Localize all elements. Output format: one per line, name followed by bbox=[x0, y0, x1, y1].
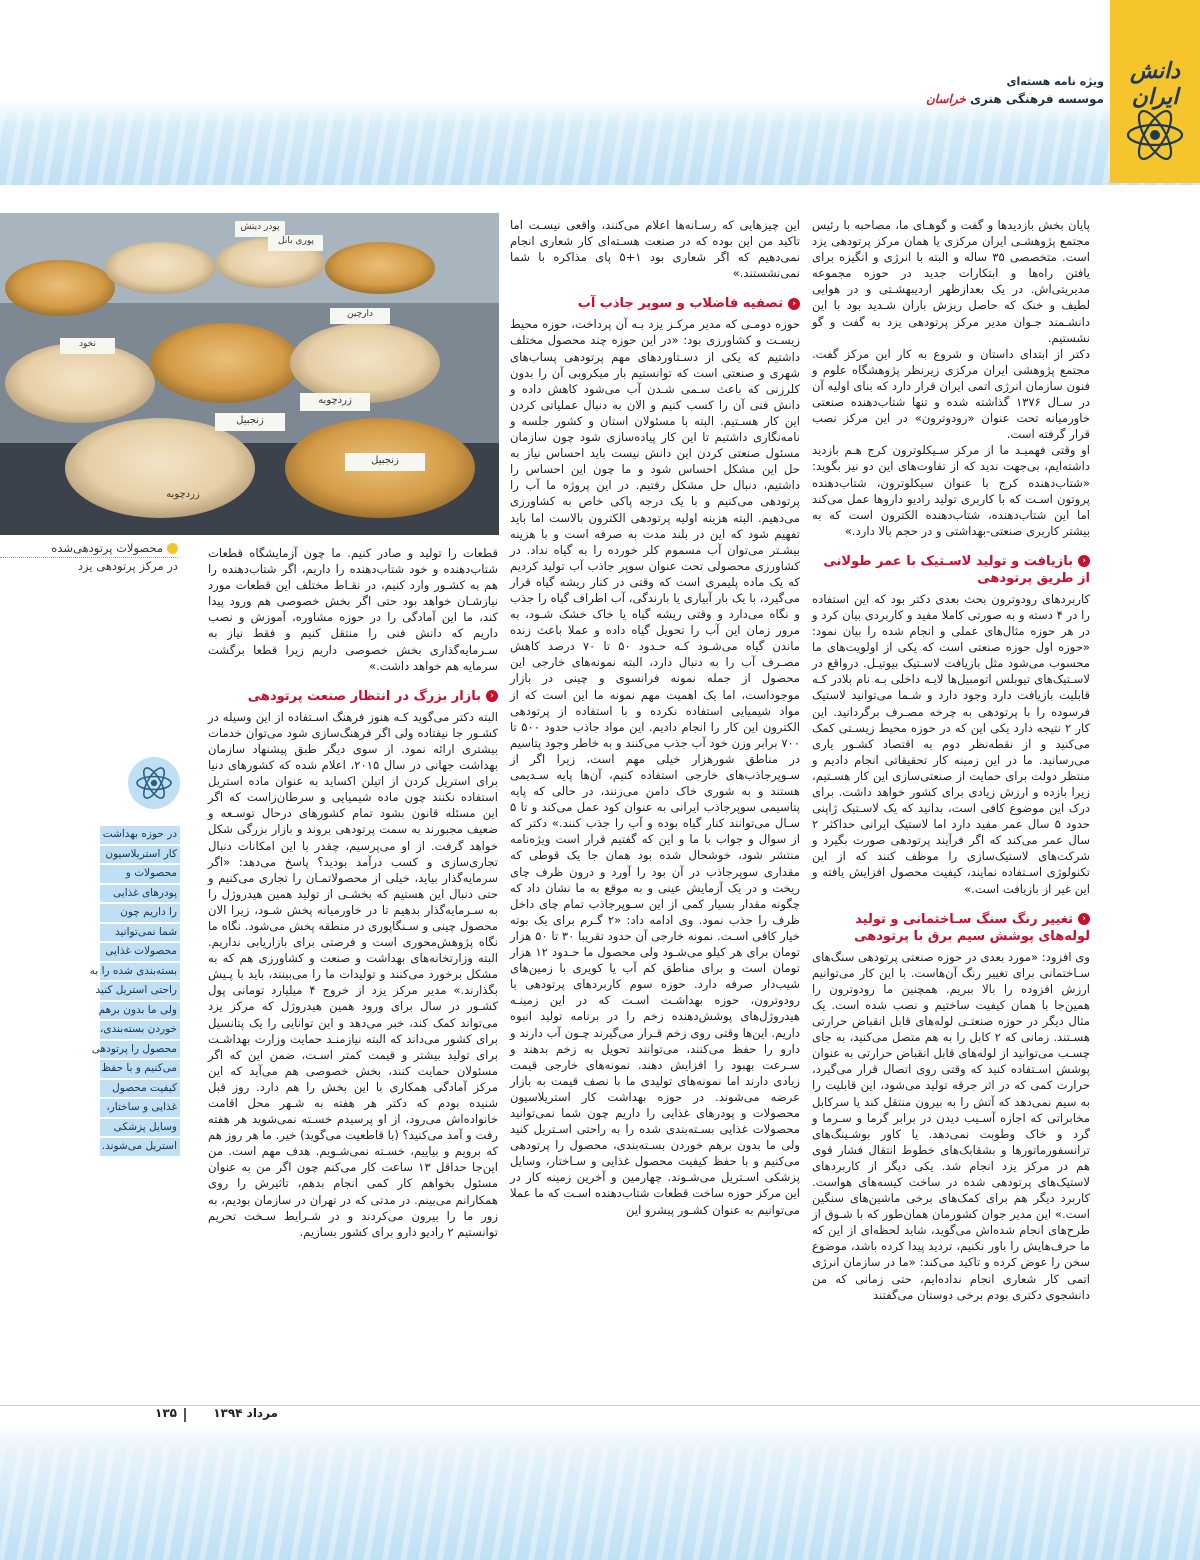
chevron-icon: ‹ bbox=[1078, 555, 1090, 567]
col3-paragraph-2: البته دکتر می‌گوید کـه هنوز فرهنگ اسـتفاده از این وسیله در کشـور جا نیفتاده ولی اگر فرهنگ‌سازی شود می‌توان خدمات بیشتری ارائه نمود. از سوی دیگر طبق پیشنهاد سازمان بهداشت جهانی در سال ۲۰۱۵، اعلام شده که کشورهای دنیا برای استریل کردن از اتیلن اکساید به عنوان ماده استریل استفاده نکنند چون ماده شیمیایی و سرطان‌زاست که اگر این مسئله قانون بشود تمام کشورهای درحال توسـعه و ضعیف مجبورند به سمت پرتودهی بروند و بازار بزرگی شکل خواهد گرفت. از او می‌پرسیم، چقدر با این امکانات دنبال تجاری‌سازی و کسب درآمد بودید؟ پاسخ می‌دهد: «اگر سرمایه‌گذار بیاید، خیلی از محصولاتمـان را تجاری می‌کنیم و حتی دنبال این هستیم که بخشـی از تولید همین هیدروژل را به سـرمایه‌گذار بدهیم تا در خاورمیانه پخش شـود، زیرا الان محصول چینی و سـنگاپوری در منطقه پخش می‌شود. نگاه ما نگاه پژوهش‌محوری است و فرصتی برای بازاریابی نداریم. البته وزارتخانه‌های بهداشت و صنعت و کشاورزی هم که به مشکل برخورد می‌کنند و تولیدات ما را می‌بینند، باید با پـیش بگذارند.» مدیر مرکز یزد از خروج ۴ میلیارد تومانی پول کشـور در سال برای ورود همین هیدروژل که مرکز یزد می‌تواند کمک کند، خبر می‌دهد و این توانایی را یک پتانسیل برای کشور می‌داند که البته نیازمنـد حمایت وزارت بهداشـت برای تولید بیشتر و قیمت کمتر اسـت، ضمن این که اگر مسئولان حمایت کنند، بخش خصوصی هم می‌آید که این مرکز آمادگی همکاری با این بخش را هم دارد. روز قبل شنیده بودم که دکتر هر هفته به شـهر محل اقامت خانواده‌اش می‌رود، از او پرسیدم خسـته نمی‌شوید هر هفته رفت و آمد می‌کنید؟ (با قاطعیت می‌گوید) خیر. ما هر روز هم که برویم و بیاییم، خسـته نمی‌شـویم. هدف مهم است. من این‌جا حداقل ۱۳ ساعت کار می‌کنم چون اگر من به عنوان مسئول بخواهم کار کمی انجام بدهم، تاثیرش را روی همکارانم می‌بینم. در مدتی که در تهران در سازمان بودیم، به زور ما را بیرون می‌کردند و در شـرایط سـخت تحریم توانستیم ۲ رادیو دارو برای کشور بسازیم. bbox=[208, 709, 499, 1239]
top-band-pattern bbox=[0, 110, 1200, 185]
photo-illustration bbox=[0, 213, 499, 535]
col2-paragraph-1: این چیزهایی که رسـانه‌ها اعلام می‌کنند، واقعی نیسـت اما تاکید من این بوده که در صنعت هسـته‌ای کار شعاری انجام نمی‌دهیم که اگر شعاری بود ۱+۵ پای مذاکره با شما نمی‌نشستند.» bbox=[510, 218, 800, 281]
caption-marker-icon bbox=[167, 543, 178, 554]
col1-heading-1 bbox=[812, 553, 1090, 587]
photo-label: دارچین bbox=[347, 309, 373, 319]
pull-quote-line: کار استریلاسیون bbox=[100, 846, 180, 864]
col3-paragraph-1: قطعات را تولید و صادر کنیم. ما چون آزمایشگاه قطعات شتاب‌دهنده و خود شتاب‌دهنده را داریم، اگر شتاب‌دهنده را هم به کشـور وارد کنیم، در نقـاط مختلف این قطعات مورد نیازشـان خواهد بود حتی اگر بخش خصوصی هم ورود پیدا کند، ما این آمادگی را در حوزه مشاوره، آموزش و نصب داریم که دانش فنی را منتقل کنیم و فقط نیاز به سـرمایه‌گذاری بخش خصوصی داریم زیرا قطعا برگشت سرمایه هم خواهد داشت.» bbox=[208, 546, 498, 673]
header-line2-prefix: موسسه فرهنگی هنری bbox=[965, 92, 1104, 106]
bottom-band-pattern bbox=[0, 1445, 1200, 1560]
chevron-icon: ‹ bbox=[1078, 913, 1090, 925]
photo-label: نخود bbox=[79, 339, 96, 349]
pull-quote-line: محصولات غذایی bbox=[100, 943, 180, 961]
bottom-band bbox=[0, 1425, 1200, 1560]
pull-quote-line: در حوزه بهداشت bbox=[100, 826, 180, 844]
photo-label: زنجبیل bbox=[371, 455, 399, 466]
pull-quote-line: کیفیت محصول bbox=[100, 1080, 180, 1098]
column-3 bbox=[208, 545, 498, 1407]
column-1 bbox=[812, 217, 1090, 1407]
pull-quote-line: شما نمی‌توانید bbox=[100, 924, 180, 942]
col3-heading-1 bbox=[208, 688, 498, 705]
pull-quote-line: می‌کنیم و با حفظ bbox=[100, 1060, 180, 1078]
photo-label: پودر دیتش bbox=[240, 222, 280, 232]
col2-paragraph-2: حوزه دومـی که مدیر مرکـز یزد بـه آن پرداخت، حوزه محیط زیسـت و کشاورزی بود: «در این حوزه چند محصول مختلف داشتیم که یکی از دسـتاوردهای مهم پرتودهی پساب‌های شهری و صنعتی است که توانستیم بار میکروبی آن را بدون کلرزنی که باعث سـمی شـدن آب می‌شود کاهش داده و دانش فنی آن را کسب کنیم و الان به دنبال عملیاتی کردن این کار هسـتیم. البته با مسئولان استان و کشور جلسه و نامه‌نگاری داشتیم تا این کار پیاده‌سازی شود چون سازمان مسئول صنعتی کردن این دانش نیست باید احساس نیاز به حل این مشکل احساس شود و ما چون این احساس را داشتیم، دنبال حل مشکل رفتیم. در این پروژه ما آب را پرتودهی می‌کنیم و با یک درجه پاکی خاص به کشاورزی می‌دهیم. البته هزینه اولیه پرتودهی الکترون بالاست اما باید تفهیم شود که این در بلند مدت به صرفه است و با هزینه بیشـتر می‌توان آب مسموم کلر خورده را به گیاه نداد. در کشاورزی محصولی تحت عنوان سوپر جاذب آب تولید کردیم که یک ماده پلیمری است که وقتی در کنار ریشه گیاه قرار می‌گیرد، با یک بار آبیاری یا بارندگی، آب اطراف گیاه را جذب و نگاه می‌دارد و وقتی ریشه گیاه یا خاک خشک شـود، به مرور زمان این آب را تحویل گیاه داده و عملا باعث زنده ماندن گیاه می‌شـود کـه حـدود ۵۰ تا ۷۰ درصد کاهش مصـرف آب را به دنبال دارد، البته نمونه‌های خارجی این محصول از جمله نمونه فرانسوی و چینی در بازار موجوداست، اما یک اهمیت مهم نمونه ما این است که از مواد شیمیایی استفاده نکرده و با استفاده از پرتودهی الکترون این کار را انجام دادیم. این مواد جاذب حدود ۵۰۰ تا ۷۰۰ برابر وزن خود آب جذب می‌کنند و به خاطر وجود پتاسیم در مناطق شورهزار خیلی مهم است، زیرا اگر از سـوپرجاذب‌های خارجی استفاده کنیم، آن‌ها پایه سـدیمی هستند و به شوری خاک دامن می‌زنند، در حالی که پایه پتاسیمی سوپرجاذب ایرانی به عنوان کود عمل می‌کند و تا ۵ سـال می‌توانند کنار گیاه بوده و آب را جذب کنند.» دکتر که از سوال و جواب با ما و این که گفتیم قرار است ویژه‌نامه منتشر شود، خوشحال شده بود همان جا یک قوطی که مقداری سوپرجاذب در آن بود را آورد و درون ظرف چای ریخت و در یک آزمایش عینی و به موقع به ما نشان داد که چگونه مقدار بسیار کمی از این سـوپرجاذب تمام چای داخل ظرف را جذب نمود. وی ادامه داد: «۲ گـرم برای یک بوته خیار کافی اسـت. نمونه خارجی آن حدود تقریبا ۳۰ تا ۵۰ هزار تومان برای هر کیلو می‌شـود ولی محصول ما حـدود ۱۲ هزار تومان است و برای مناطق کم آب یا کویری با زمین‌های شیب‌دار صرفه دارد. حوزه سوم کاربردهای پرتودهی با رودوترون، حوزه بهداشـت اسـت که در این زمینـه هیدروژل‌های پوشش‌دهنده زخم را در برنامه تولید انبوه داریم. این‌ها وقتی روی زخم قـرار می‌گیرند چـون آب دارند و دارو را حفظ می‌کنند، می‌توانند تحویل به زخم بدهند و سـرعت بهبود را افزایش دهند. نمونه‌های خارجی قیمت زیادی دارند اما نمونه‌های تولیدی ما با نصف قیمت به بازار عرضه می‌شوند. در حوزه بهداشت کار استریلاسیون محصولات و پودرهای غذایی را داریم چون شما نمی‌توانید محصولات غذایی بسـته‌بندی شده را به راحتی اسـتریل کنید ولی ما بدون برهم خوردن بسـته‌بندی، محصول را پرتودهی می‌کنیم و با حفظ کیفیت محصول غذایی و سـاختار، وسایل پزشکی اسـتریل می‌شـوند. چهارمین و آخرین زمینه کار در این مرکز حوزه ساخت قطعات شتاب‌دهنده اسـت که ما عملا می‌توانیم به عنوان کشـور پیشرو این bbox=[510, 317, 800, 1217]
pull-quote-line: پودرهای غذایی bbox=[100, 885, 180, 903]
magazine-logo bbox=[1110, 0, 1200, 183]
atom-icon bbox=[134, 763, 174, 803]
col1-paragraph-3: او وقتی فهمیـد ما از مرکز سـیکلوترون کرج هـم بازدید داشته‌ایم، بی‌جهت ندید که از تفاوت‌های این دو نیز بگوید: «شتاب‌دهنده کرج با عنوان سیکلوترون، شتاب‌دهنده پروتون اسـت که با کاربری تولید رادیو داروها عمل می‌کند اما این شتاب‌دهنده، شتاب‌دهنده الکترون است که به بیشتر کاربری صنعتی-بهداشتی و در حجم بالا دارد.» bbox=[812, 443, 1090, 538]
logo-script: دانش ایران bbox=[1129, 58, 1181, 110]
photo-label: زنجبیل bbox=[236, 415, 264, 426]
page-number: ۱۳۵ bbox=[155, 1406, 177, 1420]
pull-quote-line: را داریم چون bbox=[100, 904, 180, 922]
pull-quote bbox=[89, 826, 180, 1158]
col2-heading-1 bbox=[510, 295, 800, 312]
col1-heading-2-text: تغییر رنگ سنگ سـاختمانی و تولید لوله‌های پوشش سیم برق با پرتودهی bbox=[854, 911, 1090, 944]
pull-quote-line: محصولات و bbox=[100, 865, 180, 883]
pull-quote-line: بسته‌بندی شده را به bbox=[100, 963, 180, 981]
pull-quote-line: غذایی و ساختار، bbox=[100, 1099, 180, 1117]
pull-quote-line: وسایل پزشکی bbox=[100, 1119, 180, 1137]
chevron-icon: ‹ bbox=[486, 690, 498, 702]
col1-paragraph-4: کاربردهای رودوترون بحث بعدی دکتر بود که این استفاده را در ۴ دسته و به صورتی کاملا مفید و کاربردی بیان کرد و در هر حوزه مثال‌های عملی و انجام شده را بیان نمود: «حوزه اول حوزه صنعتی است که یکی از اولویت‌های ما محسوب می‌شود مثل بازیافت لاسـتیک بیوتیـل. درواقع در لاسـتیک‌های تیوبلس اتومبیل‌ها لایـه داخلی بـه نام بلادر کـه قابلیت بازیافت دارد وجود دارد و شـما می‌توانید لاستیک فرسوده را با پرتودهی به چرخه مصـرف برگردانید. این کار ۲ نتیجه دارد یکی این که در حوزه محیط زیسـتی کمک می‌کنید و از نقطه‌نظر دوم به اقتصاد کشـور یاری می‌رسانید. ما در این زمینه کار تحقیقاتی انجام دادیم و منتظر دولت برای حمایت از صنعتی‌سازی این کار هسـتیم، زیرا بازده و ارزش زیادی برای کشور خواهد داشت. برای درک این موضوع کافی است، بدانید که یک لاسـتیک ژاپنی حدود ۵ سال عمر مفید دارد اما لاستیک ایرانی حداکثر ۲ سال عمر می‌کند که اگر فرآیند پرتودهی صورت بگیرد و شرکت‌های لاستیک‌سازی را موظف کنند که از این تکنولوژی اسـتفاده نمایند، کیفیت محصول افزایش یافته و این غیر از بازیافت است.» bbox=[812, 591, 1091, 896]
photo-label: زردچوبه bbox=[166, 489, 200, 500]
header-line2 bbox=[926, 92, 1104, 106]
col1-heading-2 bbox=[812, 911, 1090, 945]
col1-heading-1-text: بازیافت و تولید لاسـتیک با عمر طولانی از طریق پرتودهی bbox=[823, 553, 1090, 586]
pull-quote-line: محصول را پرتودهی bbox=[100, 1041, 180, 1059]
photo-label: زردچوبه bbox=[318, 395, 352, 406]
article-photo bbox=[0, 213, 499, 535]
atom-icon bbox=[1124, 104, 1186, 166]
pull-quote-line: راحتی استریل کنید bbox=[100, 982, 180, 1000]
pull-quote-line: استریل می‌شوند. bbox=[100, 1138, 180, 1156]
header-title bbox=[926, 75, 1104, 106]
pull-quote-line: خوردن بسته‌بندی، bbox=[100, 1021, 180, 1039]
caption-line1 bbox=[0, 540, 178, 558]
col2-heading-1-text: تصفیه فاضلاب و سوپر جاذب آب bbox=[577, 296, 783, 312]
column-2 bbox=[510, 217, 800, 1407]
chevron-icon: ‹ bbox=[788, 298, 800, 310]
footer-separator bbox=[184, 1408, 186, 1422]
header-line1: ویژه نامه هسته‌ای bbox=[1006, 75, 1104, 88]
col1-paragraph-5: وی افزود: «مورد بعدی در حوزه صنعتی پرتودهی سنگ‌های سـاختمانی برای تغییر رنگ آن‌هاست. با این کار می‌توانیم ارزش افزوده را بالا ببریم. همچنین ما رودوترون را همین‌جا با همان کیفیت ساختیم و نصب شده است. یک مثال دیگر در حوزه صنعتـی لوله‌های قابل انقباض حرارتی هسـتند. زمانی که ۲ کابل را به هم متصل می‌کنید، به جای چسـب می‌توانید از لوله‌های قابل انقباض حرارتی به عنوان پوشش اسـتفاده کنید که وقتی روی اتصال قرار می‌گیرد، حرارت کمی که در اثر جرقه تولید می‌شود، این قابلیت را به سیم نمی‌دهد که آتش را به بیرون منتقل کند یا سرکابل مخابراتی که اجازه آسـیب دیدن در برابر گرما و سـرما و گرد و خاک وطوبت نمی‌دهد. یا کاور بوشـینگ‌های ترانسفورماتورها و بشقابک‌های خطوط انتقال فشار قوی هم در مرکز یزد انجام شد. یکی دیگر از کاربردهای لاستیک‌های پرتودهی شده در ساخت کیسه‌های هواست. کاربرد دیگر هم برای کمک‌های برخی ماشین‌های سنگین است.» این مدیر جوان کشورمان همان‌طور که با شـوق از طرح‌های انجام شده‌اش می‌گوید، شاید لحظه‌ای از این که ما حرف‌هایش را باور نکنیم، تردید پیدا کرده باشد، موضوع سخن را عوض کرده و تاکید می‌کند: «ما در سازمان انرژی اتمی کار شعاری انجام نداده‌ایم، حتی زمانی که من دانشجوی دکتری بودم برخی دوستان می‌گفتند bbox=[812, 949, 1090, 1302]
col3-heading-1-text: بازار بزرگ در انتظار صنعت پرتودهی bbox=[247, 688, 481, 704]
pull-quote-line: ولی ما بدون برهم bbox=[100, 1002, 180, 1020]
photo-caption bbox=[0, 540, 178, 574]
header-brand: خراسان bbox=[925, 92, 966, 106]
caption-line1-text: محصولات پرتودهی‌شده bbox=[51, 541, 163, 555]
atom-badge bbox=[128, 757, 180, 809]
col1-paragraph-1: پایان بخش بازدیدها و گفت و گوهـای ما، مصاحبه با رئیس مجتمع پژوهشـی ایران مرکزی یا همان مرکز پرتودهی یزد است. متخصصی ۳۵ ساله و البته با انرژی و انگیزه برای یافتن راه‌ها و ابتکارات جدید در حوزه مجموعه مدیریتی‌اش. در یک بعدازظهر اردیبهشـتی و در هوایی لطیف و خنک که حاصل ریزش باران شـدید بود با این دانشـمند جـوان مدیر مرکز پرتودهی یزد به گفت و گو نشستیم. bbox=[812, 218, 1090, 345]
col1-paragraph-2: دکتر از ابتدای داستان و شروع به کار این مرکز گفت. مجتمع پژوهشی ایران مرکزی زیرنظر پژوهشگاه علوم و فنون سازمان انرژی اتمی ایران قرار دارد که بنای اولیه آن در سـال ۱۳۷۶ گذاشته شده و تنها شتاب‌دهنده صنعتی خاورمیانه تحت عنوان «رودوترون» در این مرکز نصب قرار گرفته است. bbox=[812, 346, 1090, 442]
photo-label: پوری بانل bbox=[278, 236, 314, 246]
caption-line2: در مرکز پرتودهی یزد bbox=[77, 559, 178, 573]
footer-date: مرداد ۱۳۹۴ bbox=[213, 1406, 278, 1420]
